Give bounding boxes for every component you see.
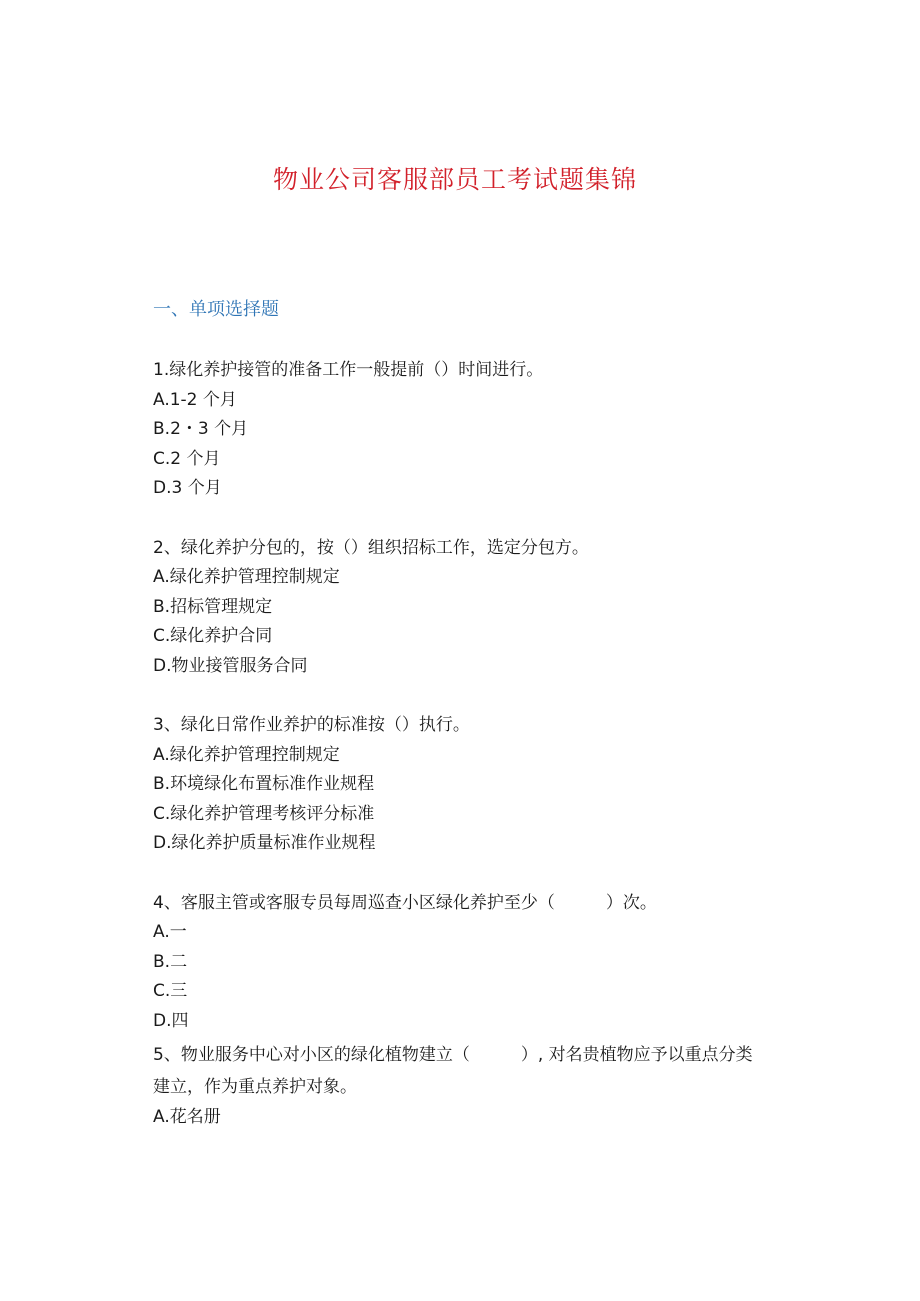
option-c: C.绿化养护合同 [153,626,273,646]
option-a: A.绿化养护管理控制规定 [153,744,340,765]
page-title: 物业公司客服部员工考试题集锦 [272,165,637,194]
option-b: B.环境绿化布置标准作业规程 [153,774,375,794]
question-list [153,356,793,1163]
option-d: D.物业接管服务合同 [153,655,308,676]
question-stem: 4、客服主管或客服专员每周巡查小区绿化养护至少（ ）次。 [153,892,657,913]
option-a: A.一 [153,922,187,942]
option-a: A.1-2 个月 [153,389,237,410]
section-heading: 一、单项选择题 [153,299,279,320]
option-b: B.2・3 个月 [153,419,249,439]
question-stem: 1.绿化养护接管的准备工作一般提前（）时间进行。 [153,360,544,380]
option-c: C.绿化养护管理考核评分标准 [153,803,375,824]
question-2 [153,534,793,682]
option-d: D.四 [153,1010,189,1031]
option-b: B.招标管理规定 [153,596,273,617]
question-1 [153,356,793,504]
question-3 [153,711,793,859]
question-4 [153,889,793,1037]
question-stem: 2、绿化养护分包的，按（）组织招标工作，选定分包方。 [153,537,589,558]
option-a: A.绿化养护管理控制规定 [153,567,340,587]
option-d: D.3 个月 [153,478,222,498]
option-b: B.二 [153,951,188,972]
option-c: C.三 [153,981,188,1001]
question-stem: 5、物业服务中心对小区的绿化植物建立（ ）, 对名贵植物应予以重点分类建立，作为重点养护对象。 [153,1045,753,1097]
question-5 [153,1039,793,1133]
question-stem: 3、绿化日常作业养护的标准按（）执行。 [153,715,470,735]
option-d: D.绿化养护质量标准作业规程 [153,833,376,853]
option-c: C.2 个月 [153,448,221,469]
option-a: A.花名册 [153,1107,221,1127]
